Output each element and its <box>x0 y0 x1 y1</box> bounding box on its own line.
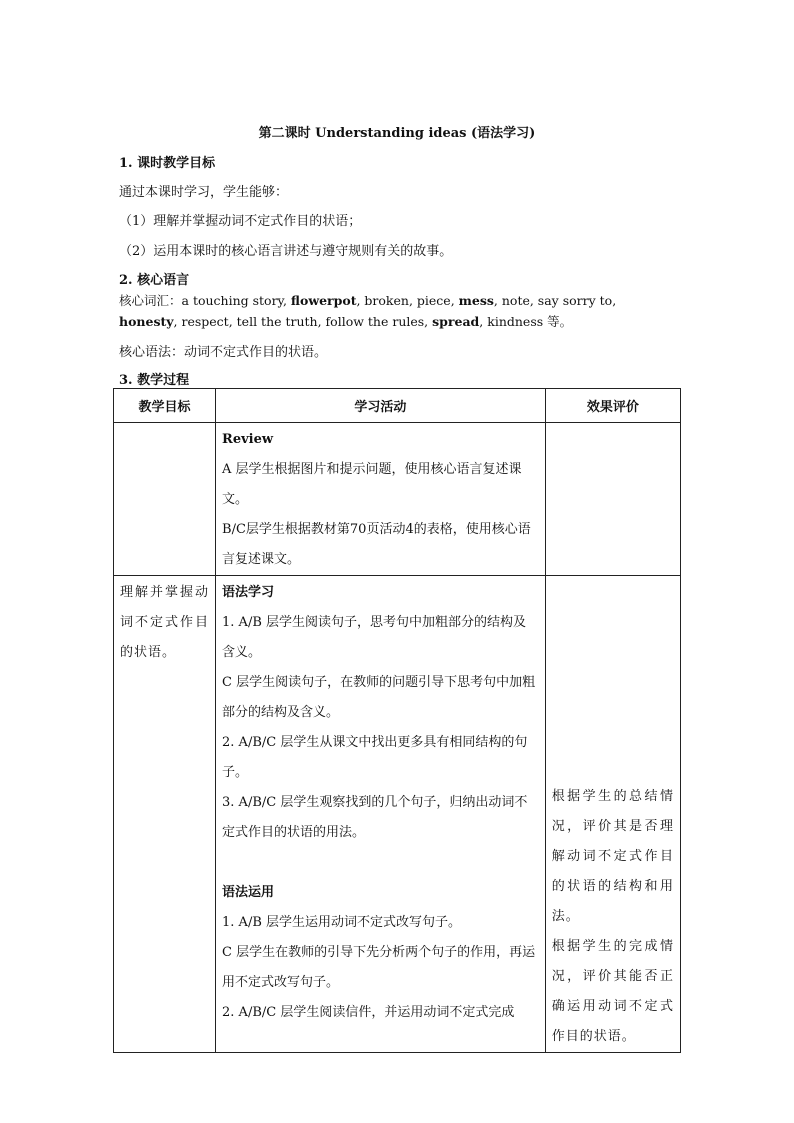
vocab-key-word: mess <box>458 293 494 308</box>
teaching-process-table <box>113 388 681 1053</box>
review-line-bc: B/C层学生根据教材第70页活动4的表格，使用核心语言复述课文。 <box>222 522 531 567</box>
table-row <box>114 576 681 1053</box>
vocab-key-word: spread <box>432 314 480 329</box>
section-1-heading: 1. 课时教学目标 <box>119 156 216 171</box>
grammar-practice-heading: 语法运用 <box>222 885 275 900</box>
grammar-learning-heading: 语法学习 <box>222 585 275 600</box>
grammar-learning-line: C 层学生阅读句子，在教师的问题引导下思考句中加粗部分的结构及含义。 <box>222 675 536 720</box>
row1-activity <box>216 423 546 576</box>
section-2-heading: 2. 核心语言 <box>119 273 190 288</box>
core-vocabulary <box>119 290 677 332</box>
evaluation-2: 根据学生的完成情况，评价其能否正确运用动词不定式作目的状语。 <box>551 939 674 1044</box>
row2-goal-text: 理解并掌握动词不定式作目的状语。 <box>120 585 210 660</box>
section-1-intro: 通过本课时学习，学生能够： <box>119 185 289 200</box>
vocab-list <box>119 293 616 329</box>
row1-goal <box>114 423 216 576</box>
vocab-text: a touching story, <box>181 293 291 308</box>
vocab-text: , broken, piece, <box>356 293 459 308</box>
review-line-a: A 层学生根据图片和提示问题，使用核心语言复述课文。 <box>222 462 522 507</box>
vocab-key-word: flowerpot <box>290 293 357 308</box>
table-row <box>114 423 681 576</box>
review-heading: Review <box>222 432 274 447</box>
row1-evaluation <box>545 423 680 576</box>
core-grammar: 核心语法：动词不定式作目的状语。 <box>119 345 328 360</box>
header-evaluation: 效果评价 <box>545 389 680 423</box>
table-header-row <box>114 389 681 423</box>
objective-1: （1）理解并掌握动词不定式作目的状语； <box>119 214 362 229</box>
vocab-key-word: honesty <box>119 314 174 329</box>
evaluation-1: 根据学生的总结情况，评价其是否理解动词不定式作目的状语的结构和用法。 <box>551 789 674 924</box>
grammar-practice-line: 2. A/B/C 层学生阅读信件，并运用动词不定式完成 <box>222 1005 515 1020</box>
row2-evaluation <box>545 576 680 1053</box>
section-3-heading: 3. 教学过程 <box>119 373 190 388</box>
header-activity: 学习活动 <box>216 389 546 423</box>
grammar-learning-line: 2. A/B/C 层学生从课文中找出更多具有相同结构的句子。 <box>222 735 528 780</box>
objective-2: （2）运用本课时的核心语言讲述与遵守规则有关的故事。 <box>119 244 453 259</box>
spacer <box>222 848 539 878</box>
header-goal: 教学目标 <box>114 389 216 423</box>
grammar-learning-line: 1. A/B 层学生阅读句子，思考句中加粗部分的结构及含义。 <box>222 615 527 660</box>
vocab-text: , note, say sorry to, <box>493 293 617 308</box>
page-title: 第二课时 Understanding ideas (语法学习) <box>258 126 536 141</box>
row2-goal <box>114 576 216 1053</box>
grammar-learning-line: 3. A/B/C 层学生观察找到的几个句子，归纳出动词不定式作目的状语的用法。 <box>222 795 528 840</box>
vocab-label: 核心词汇： <box>119 293 182 308</box>
grammar-practice-line: C 层学生在教师的引导下先分析两个句子的作用，再运用不定式改写句子。 <box>222 945 536 990</box>
vocab-text: , respect, tell the truth, follow the rules, <box>173 314 433 329</box>
vocab-text: , kindness 等。 <box>479 314 573 329</box>
row2-activity <box>216 576 546 1053</box>
grammar-practice-line: 1. A/B 层学生运用动词不定式改写句子。 <box>222 915 462 930</box>
